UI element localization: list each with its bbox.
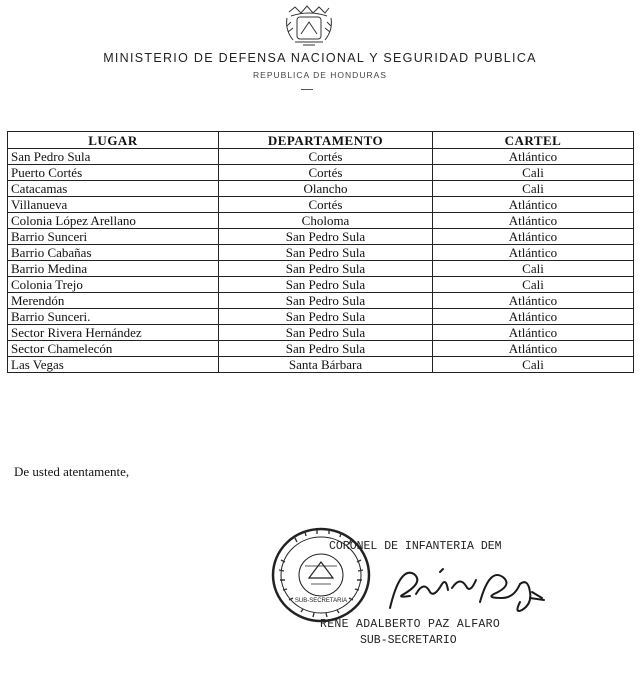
cell-departamento: Choloma bbox=[219, 213, 433, 229]
cell-departamento: San Pedro Sula bbox=[219, 341, 433, 357]
table-row bbox=[8, 325, 634, 341]
table-row bbox=[8, 357, 634, 373]
signatory-name: RENE ADALBERTO PAZ ALFARO bbox=[320, 618, 501, 631]
cell-departamento: San Pedro Sula bbox=[219, 229, 433, 245]
cell-departamento: San Pedro Sula bbox=[219, 245, 433, 261]
cell-cartel: Atlántico bbox=[433, 197, 634, 213]
cell-departamento: Cortés bbox=[219, 165, 433, 181]
cell-cartel: Atlántico bbox=[433, 149, 634, 165]
table-row bbox=[8, 309, 634, 325]
cell-lugar: Puerto Cortés bbox=[8, 165, 219, 181]
cell-cartel: Atlántico bbox=[433, 245, 634, 261]
table-row bbox=[8, 277, 634, 293]
coat-of-arms-icon bbox=[281, 4, 337, 50]
cell-lugar: Las Vegas bbox=[8, 357, 219, 373]
cell-cartel: Cali bbox=[433, 261, 634, 277]
cell-departamento: San Pedro Sula bbox=[219, 325, 433, 341]
cell-cartel: Atlántico bbox=[433, 309, 634, 325]
cell-departamento: San Pedro Sula bbox=[219, 293, 433, 309]
signatory-role: SUB-SECRETARIO bbox=[360, 634, 457, 647]
table-header-row bbox=[8, 132, 634, 149]
handwritten-signature-icon bbox=[380, 558, 550, 618]
table-row bbox=[8, 213, 634, 229]
cell-departamento: San Pedro Sula bbox=[219, 309, 433, 325]
cell-lugar: San Pedro Sula bbox=[8, 149, 219, 165]
cell-cartel: Atlántico bbox=[433, 229, 634, 245]
cell-lugar: Barrio Cabañas bbox=[8, 245, 219, 261]
cell-lugar: Barrio Sunceri. bbox=[8, 309, 219, 325]
cell-lugar: Villanueva bbox=[8, 197, 219, 213]
cell-cartel: Atlántico bbox=[433, 341, 634, 357]
cell-lugar: Catacamas bbox=[8, 181, 219, 197]
official-seal-icon bbox=[265, 520, 377, 630]
table-row bbox=[8, 245, 634, 261]
cell-lugar: Barrio Medina bbox=[8, 261, 219, 277]
table-row bbox=[8, 229, 634, 245]
header-cartel: CARTEL bbox=[433, 132, 634, 149]
seal-text: SUB-SECRETARIA bbox=[294, 598, 348, 604]
cell-lugar: Sector Rivera Hernández bbox=[8, 325, 219, 341]
cell-departamento: Cortés bbox=[219, 197, 433, 213]
cell-lugar: Colonia López Arellano bbox=[8, 213, 219, 229]
cell-cartel: Atlántico bbox=[433, 325, 634, 341]
table-row bbox=[8, 261, 634, 277]
cell-cartel: Atlántico bbox=[433, 293, 634, 309]
table-row bbox=[8, 165, 634, 181]
table-row bbox=[8, 293, 634, 309]
cell-departamento: Olancho bbox=[219, 181, 433, 197]
locations-table bbox=[7, 131, 634, 373]
divider bbox=[301, 89, 313, 90]
table-row bbox=[8, 149, 634, 165]
cell-cartel: Cali bbox=[433, 181, 634, 197]
closing-salutation: De usted atentamente, bbox=[14, 464, 130, 479]
cell-departamento: Santa Bárbara bbox=[219, 357, 433, 373]
cell-lugar: Colonia Trejo bbox=[8, 277, 219, 293]
cell-departamento: San Pedro Sula bbox=[219, 261, 433, 277]
cell-lugar: Merendón bbox=[8, 293, 219, 309]
cell-lugar: Sector Chamelecón bbox=[8, 341, 219, 357]
table-row bbox=[8, 341, 634, 357]
cell-departamento: San Pedro Sula bbox=[219, 277, 433, 293]
table-row bbox=[8, 197, 634, 213]
cell-cartel: Cali bbox=[433, 277, 634, 293]
cell-lugar: Barrio Sunceri bbox=[8, 229, 219, 245]
cell-cartel: Atlántico bbox=[433, 213, 634, 229]
republic-subheading: REPUBLICA DE HONDURAS bbox=[253, 70, 387, 80]
ministry-heading: MINISTERIO DE DEFENSA NACIONAL Y SEGURIDAD PUBLICA bbox=[103, 51, 537, 65]
table-row bbox=[8, 181, 634, 197]
header-departamento: DEPARTAMENTO bbox=[219, 132, 433, 149]
cell-cartel: Cali bbox=[433, 165, 634, 181]
cell-departamento: Cortés bbox=[219, 149, 433, 165]
header-lugar: LUGAR bbox=[8, 132, 219, 149]
cell-cartel: Cali bbox=[433, 357, 634, 373]
signature-title: CORONEL DE INFANTERIA DEM bbox=[329, 540, 502, 553]
